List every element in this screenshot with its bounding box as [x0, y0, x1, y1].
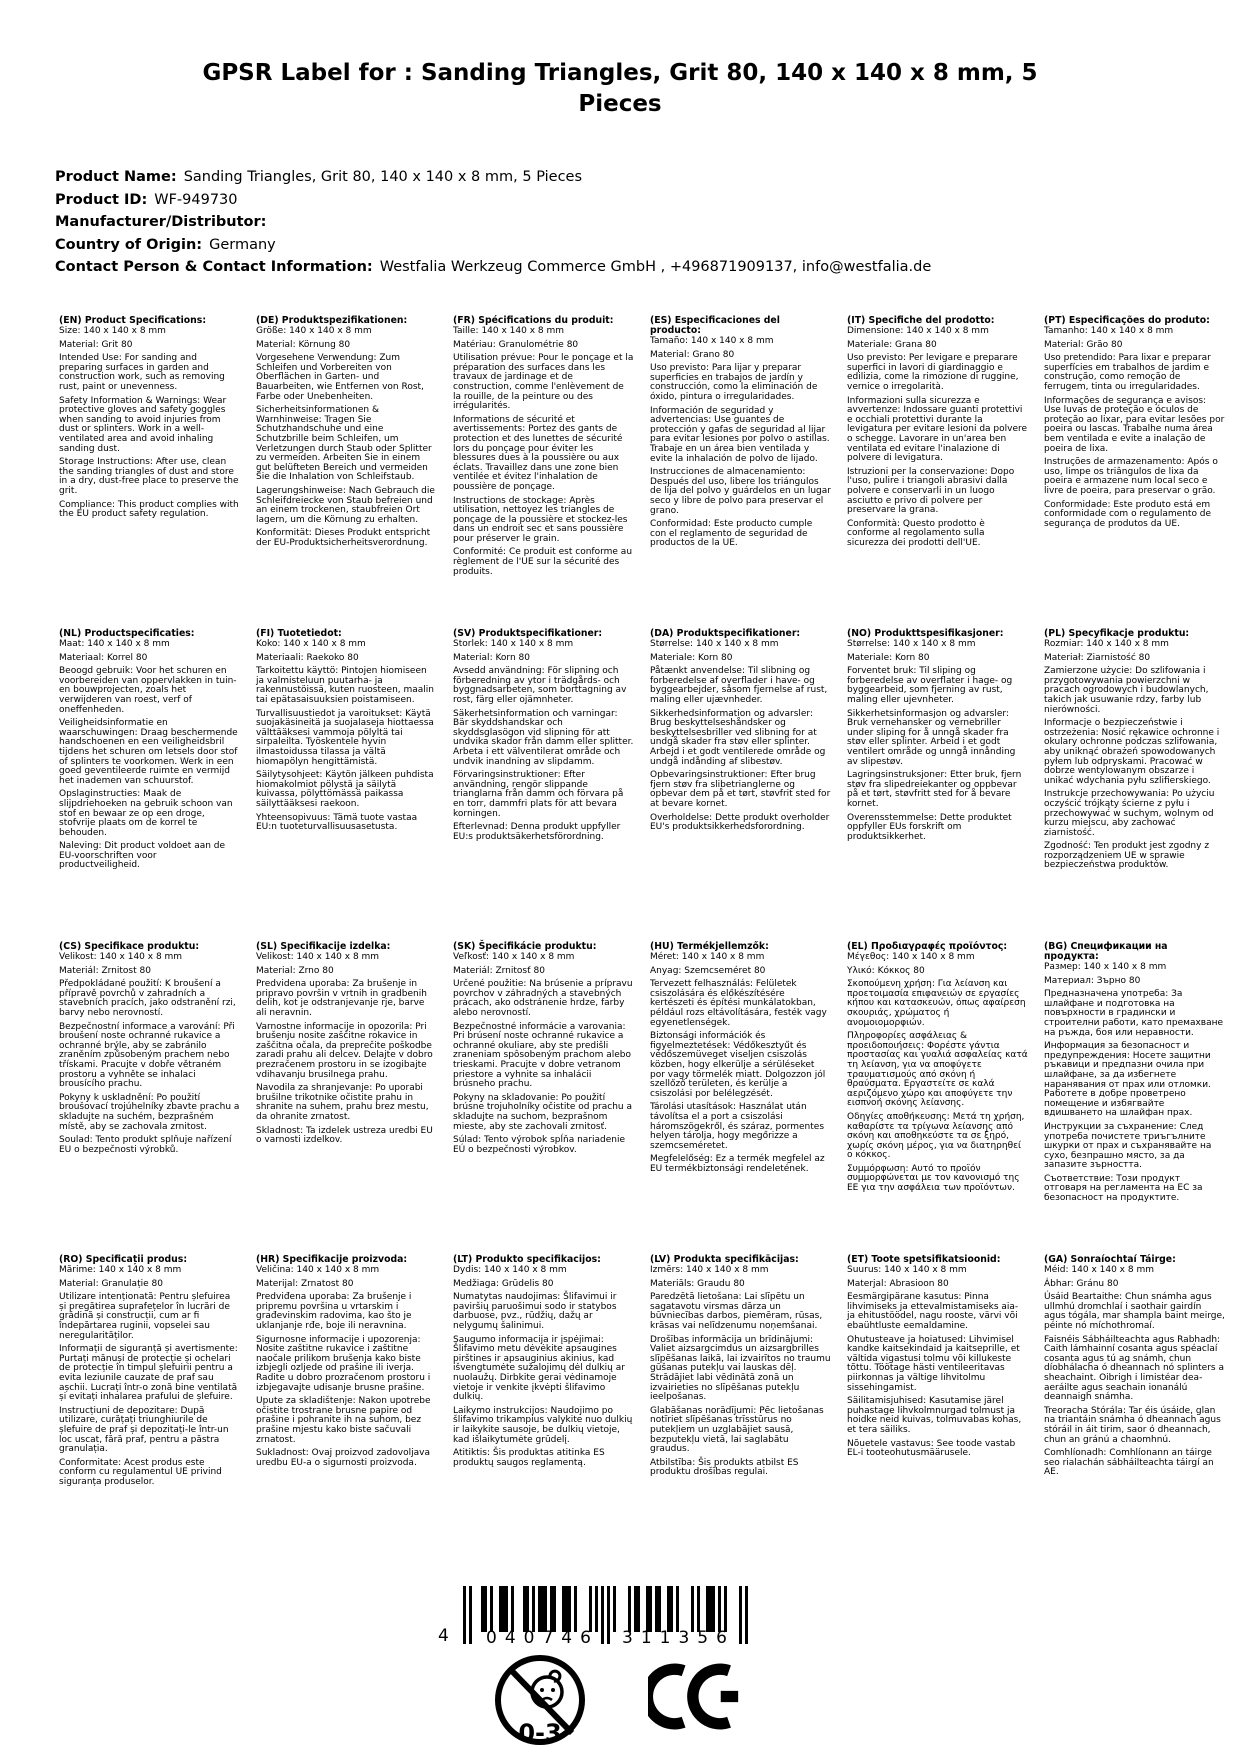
contact-value: Westfalia Werkzeug Commerce GmbH , +496871909137, info@westfalia.de: [379, 259, 932, 275]
lang-block-lt: [453, 1255, 634, 1568]
lang-block-title: (HU) Termékjellemzők:: [650, 941, 769, 952]
spec-paragraph: Informations de sécurité et avertissements: Portez des gants de protection et des lunettes de sécurité lors du ponçage pour éviter les blessures dues à la poussière ou aux éclats. Travaillez dans une zone bien ventilée et évitez l'inhalation de poussière de ponçage.: [453, 414, 623, 492]
manufacturer-label: Manufacturer/Distributor:: [55, 214, 267, 230]
spec-paragraph: Größe: 140 x 140 x 8 mm: [256, 326, 372, 336]
lang-block-it: [847, 316, 1028, 629]
spec-paragraph: Materiāls: Graudu 80: [650, 1278, 745, 1289]
spec-paragraph: Utilizare intenționată: Pentru șlefuirea și pregătirea suprafețelor în lucrări de grădină și construcții, cum ar fi îndepărtarea ruginii, vopselei sau neregularităților.: [59, 1292, 231, 1341]
spec-paragraph: Mărime: 140 x 140 x 8 mm: [59, 1265, 182, 1275]
spec-paragraph: Μέγεθος: 140 x 140 x 8 mm: [847, 952, 975, 962]
lang-block-title: (DE) Produktspezifikationen:: [256, 315, 408, 326]
spec-paragraph: Megfelelőség: Ez a termék megfelel az EU termékbiztonsági rendeletének.: [650, 1154, 825, 1174]
spec-paragraph: Uso pretendido: Para lixar e preparar superfícies em trabalhos de jardim e construção, como remoção de ferrugem, tinta ou irregularidades.: [1044, 353, 1211, 392]
lang-block-title: (RO) Specificații produs:: [59, 1254, 188, 1265]
spec-paragraph: Beoogd gebruik: Voor het schuren en voorbereiden van oppervlakken in tuin- en bouwprojecten, zoals het verwijderen van roest, verf of oneffenheden.: [59, 666, 237, 715]
lang-block-bg: [1044, 942, 1225, 1255]
spec-paragraph: Atbilstība: Šis produkts atbilst ES produktu drošības regulai.: [650, 1457, 799, 1478]
lang-block-title: (LV) Produkta specifikācijas:: [650, 1254, 799, 1265]
spec-paragraph: Yhteensopivuus: Tämä tuote vastaa EU:n tuoteturvallisuusasetusta.: [256, 812, 418, 833]
spec-paragraph: Informações de segurança e avisos: Use luvas de proteção e óculos de proteção ao lixar, para evitar lesões por poeira ou lascas. Trabalhe numa área bem ventilada e evite a inalação de poeira de lixa.: [1044, 395, 1225, 454]
spec-paragraph: Σκοπούμενη χρήση: Για λείανση και προετοιμασία επιφανειών σε εργασίες κήπου και κατασκευών, όπως αφαίρεση σκουριάς, χρώματος ή ανομοιομορφιών.: [847, 979, 1026, 1028]
origin-value: Germany: [209, 236, 276, 253]
spec-paragraph: Instruções de armazenamento: Após o uso, limpe os triângulos de lixa da poeira e armazene num local seco e livre de poeira, para preservar o grão.: [1044, 457, 1218, 496]
spec-paragraph: Πληροφορίες ασφάλειας & προειδοποιήσεις: Φορέστε γάντια προστασίας και γυαλιά ασφαλείας κατά τη λείανση, για να αποφύγετε τραυματισμούς από σκόνη ή θραύσματα. Εργαστείτε σε καλά αεριζόμενο χώρο και αποφύγετε την εισπνοή σκόνης λείανσης.: [847, 1031, 1028, 1109]
lang-block-title: (ES) Especificaciones del producto:: [650, 315, 780, 336]
barcode-leading-digit: 4: [438, 1626, 449, 1646]
spec-paragraph: Treoracha Stórála: Tar éis úsáide, glan na triantáin snámha ó dheannach agus stóráil in áit tirim, saor ó dheannach, chun an gránú a chaomhnú.: [1044, 1405, 1221, 1445]
product-name-row: [55, 166, 931, 189]
contact-row: [55, 256, 931, 279]
lang-block-da: [650, 629, 831, 942]
spec-paragraph: Veľkosť: 140 x 140 x 8 mm: [453, 952, 575, 962]
spec-paragraph: Förvaringsinstruktioner: Efter användning, rengör slippande trianglarna från damm och förvara på en torr, dammfri plats för att bevara korningen.: [453, 770, 624, 819]
spec-paragraph: Materiał: Ziarnistość 80: [1044, 652, 1151, 663]
lang-block-sv: [453, 629, 634, 942]
spec-paragraph: Οδηγίες αποθήκευσης: Μετά τη χρήση, καθαρίστε τα τρίγωνα λείανσης από σκόνη και αποθηκεύστε τα σε ξηρό, χωρίς σκόνη μέρος, για να διατηρηθεί ο κόκκος.: [847, 1111, 1025, 1161]
spec-paragraph: Conformidad: Este producto cumple con el reglamento de seguridad de productos de la UE.: [650, 519, 813, 549]
spec-paragraph: Tamanho: 140 x 140 x 8 mm: [1044, 326, 1174, 336]
spec-paragraph: Ohutusteave ja hoiatused: Lihvimisel kandke kaitsekindaid ja kaitseprille, et vältida vigastusi tolmu või killukeste tõttu. Töötage hästi ventileeritavas piirkonnas ja vältige lihvitolmu sissehingamist.: [847, 1334, 1020, 1393]
spec-paragraph: Bezpečnostní informace a varování: Při broušení noste ochranné rukavice a ochranné brýle, aby se zabránilo zraněním způsobeným prachem nebo třískami. Pracujte v dobře větraném prostoru a vyhněte se inhalaci brousícího prachu.: [59, 1021, 235, 1090]
spec-paragraph: Съответствие: Този продукт отговаря на регламента на ЕС за безопасност на продуктите.: [1044, 1173, 1203, 1204]
product-info-block: [55, 166, 931, 279]
spec-paragraph: Informazioni sulla sicurezza e avvertenze: Indossare guanti protettivi e occhiali protettivi durante la levigatura per evitare lesioni da polvere o schegge. Lavorare in un'area ben ventilata ed evitare l'inalazione di polvere di levigatura.: [847, 395, 1028, 464]
lang-block-hr: [256, 1255, 437, 1568]
spec-paragraph: Säilytysohjeet: Käytön jälkeen puhdista hiomakolmiot pölystä ja säilytä kuivassa, pölyttömässä paikassa säilyttääksesi raekoon.: [256, 770, 434, 809]
lang-block-title: (ET) Toote spetsifikatsioonid:: [847, 1254, 1001, 1265]
lang-block-title: (PL) Specyfikacje produktu:: [1044, 628, 1190, 639]
spec-paragraph: Conformità: Questo prodotto è conforme al regolamento sulla sicurezza dei prodotti dell'UE.: [847, 518, 985, 548]
lang-block-title: (SK) Špecifikácie produktu:: [453, 941, 597, 952]
product-name-label: Product Name:: [55, 169, 177, 185]
spec-paragraph: Material: Grão 80: [1044, 339, 1123, 350]
spec-paragraph: Ábhar: Gránu 80: [1044, 1278, 1119, 1289]
spec-paragraph: Tarkoitettu käyttö: Pintojen hiomiseen ja valmisteluun puutarha- ja rakennustöissä, kuten ruosteen, maalin tai epätasaisuuksien poistamiseen.: [256, 666, 434, 705]
spec-paragraph: Sukladnost: Ovaj proizvod zadovoljava uredbu EU-a o sigurnosti proizvoda.: [256, 1448, 430, 1468]
lang-block-title: (BG) Спецификации на продукта:: [1044, 941, 1168, 962]
spec-paragraph: Vorgesehene Verwendung: Zum Schleifen und Vorbereiten von Oberflächen in Garten- und Bauarbeiten, wie Entfernen von Rost, Farbe oder Unebenheiten.: [256, 353, 424, 402]
spec-paragraph: Navodila za shranjevanje: Po uporabi brušilne trikotnike očistite prahu in shranite na suhem, prahu brez mestu, da ohranite zrnatost.: [256, 1083, 429, 1122]
lang-block-hu: [650, 942, 831, 1255]
spec-paragraph: Upute za skladištenje: Nakon upotrebe očistite trostrane brusne papire od prašine i pohranite ih na suhom, bez prašine mjestu kako biste sačuvali zrnatost.: [256, 1396, 431, 1445]
spec-paragraph: Eesmärgipärane kasutus: Pinna lihvimiseks ja ettevalmistamiseks aia- ja ehitustöödel, nagu rooste, värvi või ebaühtluste eemaldamine.: [847, 1292, 1019, 1331]
spec-paragraph: Materiale: Korn 80: [847, 652, 930, 663]
spec-paragraph: Opbevaringsinstruktioner: Efter brug fjern støv fra slibetrianglerne og opbevar dem på et tørt, støvfrit sted for at bevare kornet.: [650, 770, 831, 809]
lang-block-sl: [256, 942, 437, 1255]
lang-block-no: [847, 629, 1028, 942]
spec-paragraph: Predvidena uporaba: Za brušenje in pripravo površin v vrtnih in gradbenih delih, kot je odstranjevanje rje, barve ali neravnin.: [256, 979, 427, 1018]
spec-paragraph: Úsáid Beartaithe: Chun snámha agus ullmhú dromchlaí i saothair gairdín agus tógála, mar shampla baint meirge, péinte nó míchothromaí.: [1044, 1292, 1225, 1331]
spec-paragraph: Storlek: 140 x 140 x 8 mm: [453, 639, 574, 649]
spec-paragraph: Materiál: Zrnitost 80: [59, 965, 151, 976]
spec-paragraph: Material: Grano 80: [650, 349, 735, 360]
lang-block-fi: [256, 629, 437, 942]
lang-block-pl: [1044, 629, 1225, 942]
spec-paragraph: Veličina: 140 x 140 x 8 mm: [256, 1265, 380, 1275]
lang-block-title: (PT) Especificações do produto:: [1044, 315, 1210, 326]
spec-paragraph: Размер: 140 x 140 x 8 mm: [1044, 962, 1167, 972]
spec-paragraph: Zamierzone użycie: Do szlifowania i przygotowywania powierzchni w pracach ogrodowych i budowlanych, takich jak usuwanie rdzy, farby lub nierówności.: [1044, 666, 1209, 715]
spec-paragraph: Safety Information & Warnings: Wear protective gloves and safety goggles when sanding to avoid injuries from dust or splinters. Work in a well-ventilated area and avoid inhaling sanding dust.: [59, 395, 227, 454]
lang-block-title: (SL) Specifikacije izdelka:: [256, 941, 391, 952]
spec-paragraph: Compliance: This product complies with the EU product safety regulation.: [59, 499, 239, 520]
spec-paragraph: Numatytas naudojimas: Šlifavimui ir paviršių paruošimui sodo ir statybos darbuose, pvz., rūdžių, dažų ar nelygumų šalinimui.: [453, 1292, 617, 1331]
page-title: GPSR Label for : Sanding Triangles, Grit 80, 140 x 140 x 8 mm, 5 Pieces: [202, 60, 1038, 117]
spec-paragraph: Materjal: Abrasioon 80: [847, 1278, 949, 1289]
spec-paragraph: Tamaño: 140 x 140 x 8 mm: [650, 336, 774, 346]
spec-paragraph: Zgodność: Ten produkt jest zgodny z rozporządzeniem UE w sprawie bezpieczeństwa produktów.: [1044, 841, 1210, 871]
spec-paragraph: Lagringsinstruksjoner: Etter bruk, fjern støv fra slipedreiekanter og oppbevar på et tørt, støvfritt sted for å bevare kornet.: [847, 770, 1022, 809]
spec-paragraph: Paredzētā lietošana: Lai slīpētu un sagatavotu virsmas dārza un būvniecības darbos, piemēram, rūsas, krāsas vai nelīdzenumu noņemšanai.: [650, 1292, 823, 1331]
spec-paragraph: Atitiktis: Šis produktas atitinka ES produktų saugos reglamentą.: [453, 1448, 605, 1468]
spec-paragraph: Méret: 140 x 140 x 8 mm: [650, 952, 765, 962]
spec-paragraph: Soulad: Tento produkt splňuje nařízení EU o bezpečnosti výrobků.: [59, 1135, 232, 1155]
spec-paragraph: Saugumo informacija ir įspėjimai: Šlifavimo metu dėvėkite apsaugines pirštines ir apsauginius akinius, kad išvengtumėte sužalojimų dėl dulkių ar nuolaužų. Dirbkite gerai vėdinamoje vietoje ir venkite įkvėpti šlifavimo dulkių.: [453, 1334, 625, 1403]
spec-paragraph: Sicherheitsinformationen & Warnhinweise: Tragen Sie Schutzhandschuhe und eine Schutzbrille beim Schleifen, um Verletzungen durch Staub oder Splitter zu vermeiden. Arbeiten Sie in einem gut belüfteten Bereich und vermeiden Sie die Inhalation von Schleifstaub.: [256, 405, 432, 483]
spec-paragraph: Materiaal: Korrel 80: [59, 652, 148, 663]
lang-block-de: [256, 316, 437, 629]
lang-block-title: (LT) Produkto specifikacijos:: [453, 1254, 601, 1265]
spec-paragraph: Velikost: 140 x 140 x 8 mm: [59, 952, 183, 962]
lang-block-title: (GA) Sonraíochtaí Táirge:: [1044, 1254, 1176, 1265]
lang-block-title: (IT) Specifiche del prodotto:: [847, 315, 995, 326]
spec-paragraph: Conformidade: Este produto está em conformidade com o regulamento de segurança de produtos da UE.: [1044, 499, 1212, 529]
barcode-right-digits: 311356: [622, 1628, 735, 1648]
ean-barcode: [438, 1586, 768, 1656]
spec-paragraph: Informacje o bezpieczeństwie i ostrzeżenia: Nosić rękawice ochronne i okulary ochronne podczas szlifowania, aby uniknąć obrażeń spowodowanych pyłem lub odpryskami. Pracować w dobrze wentylowanym obszarze i unikać wdychania pyłu szlifierskiego.: [1044, 718, 1220, 786]
spec-paragraph: Sigurnosne informacije i upozorenja: Nosite zaštitne rukavice i zaštitne naočale prilikom brušenja kako biste izbjegli ozljede od prašine ili iverja. Radite u dobro prozračenom prostoru i izbjegavajte udisanje brusne prašine.: [256, 1334, 431, 1393]
spec-paragraph: Sikkerhetsinformasjon og advarsler: Bruk vernehansker og vernebriller under sliping for å unngå skader fra støv eller splinter. Arbeid i et godt ventilert område og unngå innånding av slipestøv.: [847, 708, 1016, 767]
lang-block-el: [847, 942, 1028, 1255]
spec-paragraph: Medžiaga: Grūdelis 80: [453, 1278, 554, 1289]
spec-paragraph: Predviđena uporaba: Za brušenje i pripremu površina u vrtarskim i građevinskim radovima, kao što je uklanjanje rđe, boje ili neravnina.: [256, 1292, 412, 1331]
spec-paragraph: Bezpečnostné informácie a varovania: Pri brúsení noste ochranné rukavice a ochranné okuliare, aby ste predišli zraneniam spôsobeným prachom alebo trieskami. Pracujte v dobre vetranom priestore a vyhnite sa inhalácii brúsneho prachu.: [453, 1021, 632, 1090]
spec-paragraph: Tervezett felhasználás: Felületek csiszolására és előkészítésére kertészeti és építési munkálatokban, például rozs eltávolítására, festék vagy egyenetlenségek.: [650, 979, 827, 1028]
lang-block-ro: [59, 1255, 240, 1568]
spec-paragraph: Anyag: Szemcseméret 80: [650, 965, 766, 976]
spec-paragraph: Určené použitie: Na brúsenie a prípravu povrchov v záhradných a stavebných prácach, ako odstránenie hrdze, farby alebo nerovností.: [453, 979, 633, 1018]
lang-block-title: (DA) Produktspecifikationer:: [650, 628, 801, 639]
lang-block-title: (EN) Product Specifications:: [59, 315, 207, 326]
spec-paragraph: Lagerungshinweise: Nach Gebrauch die Schleifdreiecke von Staub befreien und an einem trockenen, staubfreien Ort lagern, um die Körnung zu erhalten.: [256, 485, 435, 525]
spec-paragraph: Efterlevnad: Denna produkt uppfyller EU:s produktsäkerhetsförordning.: [453, 822, 621, 842]
lang-block-lv: [650, 1255, 831, 1568]
spec-paragraph: Material: Grit 80: [59, 339, 133, 350]
spec-paragraph: Conformité: Ce produit est conforme au règlement de l'UE sur la sécurité des produits.: [453, 547, 633, 577]
spec-paragraph: Forventet bruk: Til sliping og forberedelse av overflater i hage- og byggearbeid, som fjerning av rust, maling eller ujevnheter.: [847, 666, 1013, 705]
spec-paragraph: Veiligheidsinformatie en waarschuwingen: Draag beschermende handschoenen en een veiligheidsbril tijdens het schuren om letsels door stof of splinters te voorkomen. Werk in een goed geventileerde ruimte en vermijd het inademen van schuurstof.: [59, 718, 238, 786]
spec-paragraph: Izmērs: 140 x 140 x 8 mm: [650, 1265, 769, 1275]
spec-paragraph: Opslaginstructies: Maak de slijpdriehoeken na gebruik schoon van stof en bewaar ze op een droge, stofvrije plaats om de korrel te behouden.: [59, 789, 233, 838]
spec-paragraph: Información de seguridad y advertencias: Use guantes de protección y gafas de seguridad al lijar para evitar lesiones por polvo o astillas. Trabaje en un área bien ventilada y evite la inhalación de polvo de lijado.: [650, 405, 830, 464]
spec-paragraph: Suurus: 140 x 140 x 8 mm: [847, 1265, 967, 1275]
spec-paragraph: Material: Granulație 80: [59, 1278, 163, 1289]
lang-block-title: (NO) Produkttspesifikasjoner:: [847, 628, 1004, 639]
spec-paragraph: Avsedd användning: För slipning och förberedning av ytor i trädgårds- och byggnadsarbeten, som borttagning av rost, färg eller ojämnheter.: [453, 666, 627, 705]
lang-block-title: (EL) Προδιαγραφές προϊόντος:: [847, 941, 1008, 952]
spec-paragraph: Pokyny k uskladnění: Po použití broušovací trojúhelníky zbavte prachu a skladujte na suchém, bezprašném místě, aby se zachovala zrnitost.: [59, 1092, 240, 1132]
spec-paragraph: Συμμόρφωση: Αυτό το προϊόν συμμορφώνεται με τον κανονισμό της ΕΕ για την ασφάλεια των προϊόντων.: [847, 1163, 1020, 1194]
spec-paragraph: Dimensione: 140 x 140 x 8 mm: [847, 326, 989, 336]
lang-block-nl: [59, 629, 240, 942]
spec-paragraph: Sikkerhedsinformation og advarsler: Brug beskyttelseshåndsker og beskyttelsesbriller ved slibning for at undgå skader fra støv eller splinter. Arbejd i et godt ventilerede område og undgå indånding af slibestøv.: [650, 708, 826, 767]
spec-paragraph: Instrucciones de almacenamiento: Después del uso, libere los triángulos de lija del polvo y guárdelos en un lugar seco y libre de polvo para preservar el grano.: [650, 467, 831, 516]
spec-paragraph: Информация за безопасност и предупреждения: Носете защитни ръкавици и предпазни очила при шлайфане, за да избегнете наранявания от прах или отломки. Работете в добре проветрено помещение и избягвайте вдишването на шлайфан прах.: [1044, 1041, 1211, 1119]
spec-paragraph: Instrukcje przechowywania: Po użyciu oczyścić trójkąty ścierne z pyłu i przechowywać w suchym, wolnym od kurzu miejscu, aby zachować ziarnistość.: [1044, 789, 1215, 838]
spec-paragraph: Pokyny na skladovanie: Po použití brúsne trojuholníky očistite od prachu a skladujte na suchom, bezprašnom mieste, aby ste zachovali zrnitosť.: [453, 1092, 632, 1132]
lang-block-en: [59, 316, 240, 629]
spec-paragraph: Overholdelse: Dette produkt overholder EU's produktsikkerhedsforordning.: [650, 812, 830, 833]
spec-paragraph: Istruzioni per la conservazione: Dopo l'uso, pulire i triangoli abrasivi dalla polvere e conservarli in un luogo asciutto e privo di polvere per preservare la grana.: [847, 466, 1015, 516]
spec-paragraph: Faisnéis Sábháilteachta agus Rabhadh: Caith lámhainní cosanta agus spéaclaí cosanta agus tú ag snámh, chun díobhálacha ó dheannach nó splinters a sheachaint. Oibrigh i limistéar dea-aeráilte agus seachain ionanálú deannaigh snámha.: [1044, 1334, 1224, 1403]
lang-block-et: [847, 1255, 1028, 1568]
spec-paragraph: Υλικό: Κόκκος 80: [847, 965, 925, 976]
spec-paragraph: Påtænkt anvendelse: Til slibning og forberedelse af overflader i have- og byggearbejder, såsom fjernelse af rust, maling eller ujævnheder.: [650, 666, 828, 705]
spec-paragraph: Utilisation prévue: Pour le ponçage et la préparation des surfaces dans les travaux de jardinage et de construction, comme l'enlèvement de la rouille, de la peinture ou des irrégularités.: [453, 353, 634, 412]
spec-paragraph: Rozmiar: 140 x 140 x 8 mm: [1044, 639, 1169, 649]
spec-paragraph: Instructions de stockage: Après utilisation, nettoyez les triangles de ponçage de la poussière et stockez-les dans un endroit sec et sans poussière pour préserver le grain.: [453, 495, 628, 544]
lang-block-pt: [1044, 316, 1225, 629]
spec-paragraph: Säkerhetsinformation och varningar: Bär skyddshandskar och skyddsglasögon vid slipning för att undvika skador från damm eller splitter. Arbeta i ett välventilerat område och undvik inandning av slipdamm.: [453, 708, 634, 767]
spec-paragraph: Taille: 140 x 140 x 8 mm: [453, 326, 565, 336]
lang-block-title: (SV) Produktspecifikationer:: [453, 628, 603, 639]
product-id-value: WF-949730: [154, 191, 238, 208]
spec-paragraph: Velikost: 140 x 140 x 8 mm: [256, 952, 380, 962]
lang-block-ga: [1044, 1255, 1225, 1568]
spec-paragraph: Turvallisuustiedot ja varoitukset: Käytä suojakäsineitä ja suojalaseja hiottaessa välttääksesi vammoja pölyltä tai sirpaleilta. Työskentele hyvin ilmastoidussa tilassa ja vältä hiomapölyn hengittämistä.: [256, 708, 434, 767]
spec-paragraph: Méid: 140 x 140 x 8 mm: [1044, 1265, 1154, 1275]
spec-paragraph: Material: Zrno 80: [256, 965, 334, 976]
lang-block-title: (FR) Spécifications du produit:: [453, 315, 614, 326]
spec-paragraph: Koko: 140 x 140 x 8 mm: [256, 639, 366, 649]
age-warning-text: 0-3: [518, 1719, 562, 1747]
lang-block-sk: [453, 942, 634, 1255]
contact-label: Contact Person & Contact Information:: [55, 259, 373, 275]
spec-paragraph: Uso previsto: Per levigare e preparare superfici in lavori di giardinaggio e edilizia, come la rimozione di ruggine, vernice o irregolarità.: [847, 353, 1019, 392]
spec-paragraph: Materijal: Zrnatost 80: [256, 1278, 354, 1289]
spec-paragraph: Overensstemmelse: Dette produktet oppfyller EUs forskrift om produktsikkerhet.: [847, 812, 1012, 842]
spec-paragraph: Maat: 140 x 140 x 8 mm: [59, 639, 170, 649]
spec-paragraph: Materiál: Zrnitosť 80: [453, 965, 545, 976]
lang-block-title: (FI) Tuotetiedot:: [256, 628, 342, 639]
spec-paragraph: Инструкции за съхранение: След употреба почистете триъгълните шкурки от прах и съхранявайте на сухо, безпрашно място, за да запазите зърността.: [1044, 1121, 1212, 1171]
spec-paragraph: Matériau: Granulométrie 80: [453, 339, 579, 350]
spec-paragraph: Varnostne informacije in opozorila: Pri brušenju nosite zaščitne rokavice in zaščitna očala, da preprečite poškodbe zaradi prahu ali delcev. Delajte v dobro prezračenem prostoru in se izogibajte vdihavanju brusilnega prahu.: [256, 1021, 433, 1080]
manufacturer-row: [55, 211, 931, 234]
spec-paragraph: Материал: Зърно 80: [1044, 975, 1141, 986]
spec-paragraph: Skladnost: Ta izdelek ustreza uredbi EU o varnosti izdelkov.: [256, 1125, 433, 1146]
spec-paragraph: Tárolási utasítások: Használat után távolítsa el a port a csiszolási háromszögekről, és száraz, pormentes helyen tárolja, hogy megőrizze a szemcseméretet.: [650, 1102, 825, 1151]
spec-paragraph: Material: Korn 80: [453, 652, 530, 663]
spec-paragraph: Conformitate: Acest produs este conform cu regulamentul UE privind siguranța produselor.: [59, 1457, 222, 1487]
spec-paragraph: Instrucțiuni de depozitare: După utilizare, curățați triunghiurile de șlefuire de praf și depozitați-le într-un loc uscat, fără praf, pentru a păstra granulația.: [59, 1405, 229, 1455]
spec-paragraph: Size: 140 x 140 x 8 mm: [59, 326, 166, 336]
lang-block-es: [650, 316, 831, 629]
spec-paragraph: Intended Use: For sanding and preparing surfaces in garden and construction work, such as removing rust, paint or unevenness.: [59, 353, 225, 392]
spec-paragraph: Comhlíonadh: Comhlíonann an táirge seo rialachán sábháilteachta táirgí an AE.: [1044, 1448, 1214, 1478]
origin-row: [55, 234, 931, 257]
spec-paragraph: Materiale: Grana 80: [847, 339, 937, 350]
spec-paragraph: Størrelse: 140 x 140 x 8 mm: [847, 639, 976, 649]
origin-label: Country of Origin:: [55, 236, 203, 253]
barcode-left-digits: 040746: [486, 1628, 599, 1648]
age-warning-0-3-icon: [492, 1652, 588, 1748]
spec-paragraph: Storage Instructions: After use, clean the sanding triangles of dust and store in a dry, dust-free place to preserve the grit.: [59, 457, 239, 496]
product-id-label: Product ID:: [55, 191, 148, 208]
lang-block-title: (CS) Specifikace produktu:: [59, 941, 200, 952]
spec-paragraph: Biztonsági információk és figyelmeztetések: Védőkesztyűt és védőszemüveget viseljen csiszolás közben, hogy elkerülje a sérüléseket por vagy törmelék miatt. Dolgozzon jól szellőző területen, és kerülje a csiszolási por belélegzését.: [650, 1031, 826, 1099]
lang-block-fr: [453, 316, 634, 629]
product-id-row: [55, 189, 931, 212]
spec-paragraph: Materiale: Korn 80: [650, 652, 733, 663]
lang-block-title: (NL) Productspecificaties:: [59, 628, 195, 639]
product-name-value: Sanding Triangles, Grit 80, 140 x 140 x 8 mm, 5 Pieces: [183, 169, 583, 185]
lang-block-title: (HR) Specifikacije proizvoda:: [256, 1254, 408, 1265]
ce-mark-icon: [648, 1660, 748, 1733]
spec-paragraph: Drošības informācija un brīdinājumi: Valiet aizsargcimdus un aizsargbrilles slīpēšanas laikā, lai izvairītos no traumu gūšanas putekļu vai lauskas dēļ. Strādājiet labi vēdinātā zonā un izvairieties no slīpēšanas putekļu ieelpošanas.: [650, 1334, 831, 1403]
spec-paragraph: Størrelse: 140 x 140 x 8 mm: [650, 639, 779, 649]
spec-paragraph: Dydis: 140 x 140 x 8 mm: [453, 1265, 567, 1275]
spec-paragraph: Konformität: Dieses Produkt entspricht der EU-Produktsicherheitsverordnung.: [256, 528, 431, 548]
spec-paragraph: Súlad: Tento výrobok spĺňa nariadenie EÚ o bezpečnosti výrobkov.: [453, 1135, 626, 1155]
language-grid: [59, 316, 1241, 1568]
lang-block-cs: [59, 942, 240, 1255]
spec-paragraph: Material: Körnung 80: [256, 339, 351, 350]
spec-paragraph: Glabāšanas norādījumi: Pēc lietošanas notīriet slīpēšanas trīsstūrus no putekļiem un uzglabājiet sausā, bezputekļu vietā, lai saglabātu graudus.: [650, 1405, 824, 1455]
spec-paragraph: Naleving: Dit product voldoet aan de EU-voorschriften voor productveiligheid.: [59, 841, 226, 871]
spec-paragraph: Materiaali: Raekoko 80: [256, 652, 359, 663]
spec-paragraph: Предназначена употреба: За шлайфане и подготовка на повърхности в градински и строителни работи, като премахване на ръжда, боя или неравности.: [1044, 989, 1224, 1038]
spec-paragraph: Laikymo instrukcijos: Naudojimo po šlifavimo trikampius valykite nuo dulkių ir laikykite sausoje, be dulkių vietoje, kad išlaikytumėte grūdelį.: [453, 1405, 633, 1445]
spec-paragraph: Nõuetele vastavus: See toode vastab EL-i tooteohutusmäärusele.: [847, 1438, 1016, 1459]
spec-paragraph: Säilitamisjuhised: Kasutamise järel puhastage lihvkolmnurgad tolmust ja hoidke neid kuivas, tolmuvabas kohas, et tera säiliks.: [847, 1396, 1022, 1435]
spec-paragraph: Uso previsto: Para lijar y preparar superficies en trabajos de jardín y construcción, como la eliminación de óxido, pintura o irregularidades.: [650, 363, 818, 402]
spec-paragraph: Informații de siguranță și avertismente: Purtați mănuși de protecție și ochelari de protecție în timpul șlefuirii pentru a evita leziunile cauzate de praf sau așchii. Lucrați într-o zonă bine ventilată și evitați inhalarea prafului de șlefuire.: [59, 1344, 238, 1403]
spec-paragraph: Předpokládané použití: K broušení a přípravě povrchů v zahradních a stavebních pracích, jako odstranění rzi, barvy nebo nerovností.: [59, 979, 236, 1018]
